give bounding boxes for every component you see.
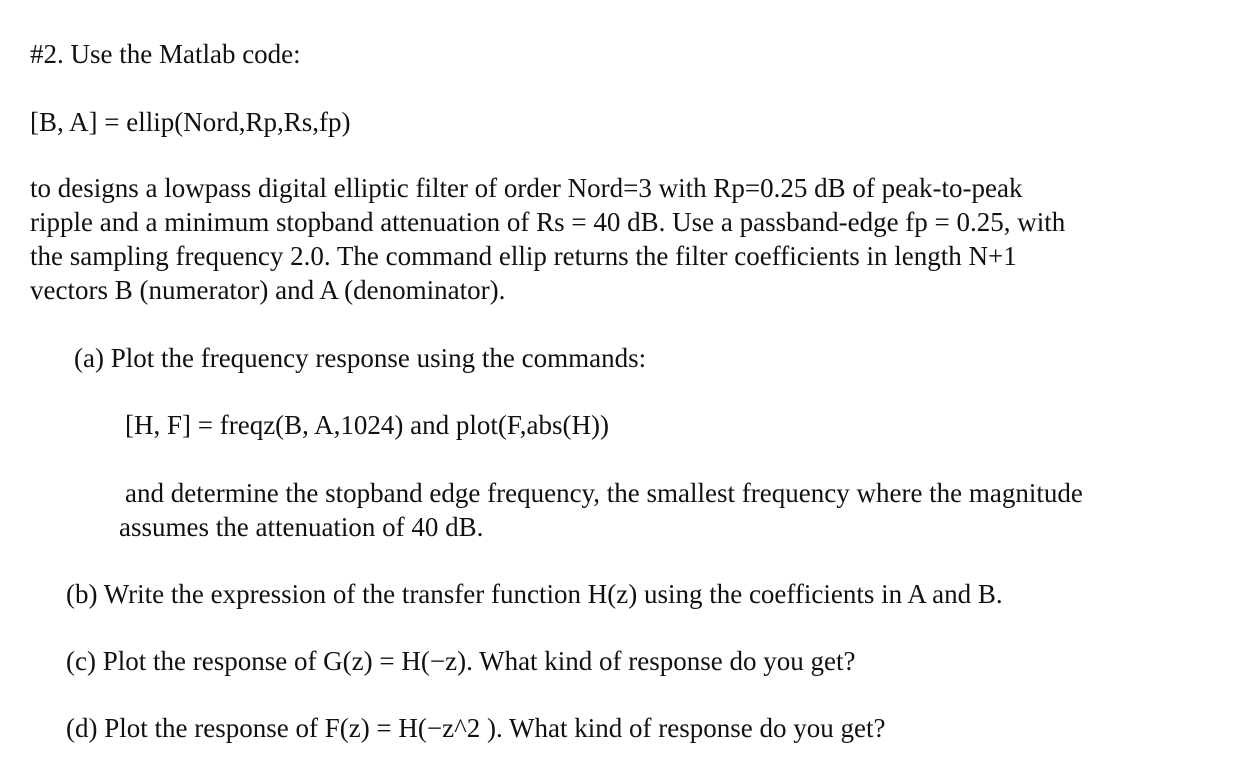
- intro-line: vectors B (numerator) and A (denominator).: [30, 275, 506, 305]
- intro-line: ripple and a minimum stopband attenuation of Rs = 40 dB. Use a passband-edge fp = 0.25, with: [30, 207, 1066, 237]
- part-a-code: [H, F] = freqz(B, A,1024) and plot(F,abs(H)): [125, 410, 609, 440]
- part-a-line: and determine the stopband edge frequency, the smallest frequency where the magnitude: [125, 478, 1083, 508]
- matlab-code-line: [B, A] = ellip(Nord,Rp,Rs,fp): [30, 107, 351, 137]
- part-a-label: (a) Plot the frequency response using the commands:: [74, 343, 647, 373]
- problem-title: #2. Use the Matlab code:: [30, 39, 301, 69]
- part-b: (b) Write the expression of the transfer function H(z) using the coefficients in A and B.: [66, 579, 1003, 609]
- intro-line: to designs a lowpass digital elliptic filter of order Nord=3 with Rp=0.25 dB of peak-to-peak: [30, 173, 1023, 203]
- part-a-paragraph: [119, 476, 1083, 544]
- part-d: (d) Plot the response of F(z) = H(−z^2 ). What kind of response do you get?: [66, 713, 886, 743]
- intro-paragraph: [30, 171, 1065, 307]
- intro-line: the sampling frequency 2.0. The command ellip returns the filter coefficients in length N+1: [30, 241, 1017, 271]
- part-c: (c) Plot the response of G(z) = H(−z). What kind of response do you get?: [66, 646, 856, 676]
- part-a-line: assumes the attenuation of 40 dB.: [119, 512, 484, 542]
